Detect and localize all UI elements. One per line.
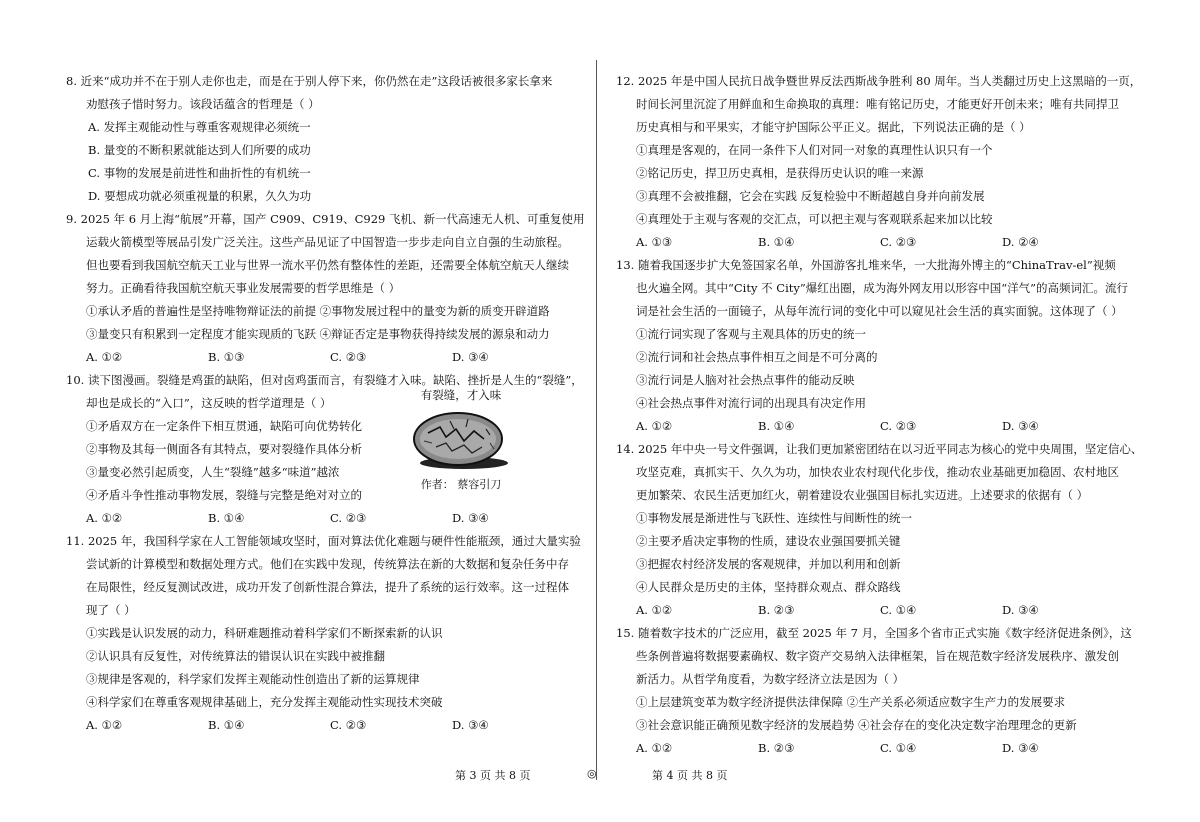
choice-a: A. ①②	[636, 741, 673, 755]
choice-b: B. ②③	[758, 603, 795, 617]
choice-a: A. ①②	[86, 350, 123, 364]
choice-c: C. ①④	[880, 741, 917, 755]
statement-line: ③把握农村经济发展的客观规律，并加以利用和创新	[636, 557, 901, 571]
choice-b: B. ①④	[758, 235, 795, 249]
statement-line: ①实践是认识发展的动力，科研难题推动着科学家们不断探索新的认识	[86, 626, 443, 640]
statement-line: ④科学家们在尊重客观规律基础上，充分发挥主观能动性实现技术突破	[86, 695, 443, 709]
statement-line: ③社会意识能正确预见数字经济的发展趋势 ④社会存在的变化决定数字治理理念的更新	[636, 718, 1077, 732]
question-text: 14. 2025 年中央一号文件强调，让我们更加紧密团结在以习近平同志为核心的党中央周围，坚定信心、	[616, 442, 1143, 456]
choice-a: A. ①②	[636, 419, 673, 433]
option-c: C. 事物的发展是前进性和曲折性的有机统一	[88, 166, 311, 180]
choice-row	[616, 599, 1136, 622]
choice-row	[66, 714, 576, 737]
choice-d: D. ③④	[452, 511, 489, 525]
choice-b: B. ①③	[208, 350, 245, 364]
question-9	[66, 208, 585, 369]
choice-a: A. ①②	[86, 511, 123, 525]
choice-a: A. ①②	[636, 603, 673, 617]
question-text: 运载火箭模型等展品引发广泛关注。这些产品见证了中国智造一步步走向自立自强的生动旅程。	[86, 235, 569, 249]
question-text: 些条例普遍将数据要素确权、数字资产交易纳入法律框架，旨在规范数字经济发展秩序、激发创	[636, 649, 1119, 663]
choice-row	[66, 346, 576, 369]
statement-line: ②事物及其每一侧面各有其特点，要对裂缝作具体分析	[86, 442, 362, 456]
question-10	[66, 369, 583, 530]
question-text: 词是社会生活的一面镜子，从每年流行词的变化中可以窥见社会生活的真实面貌。这体现了（ ）	[636, 304, 1123, 318]
option-a: A. 发挥主观能动性与尊重客观规律必须统一	[88, 120, 311, 134]
choice-d: D. ③④	[452, 350, 489, 364]
question-text: 努力。正确看待我国航空航天事业发展需要的哲学思维是（ ）	[86, 281, 401, 295]
left-column	[66, 70, 585, 737]
page-number-left: 第 3 页 共 8 页	[455, 769, 531, 782]
statement-line: ③流行词是人脑对社会热点事件的能动反映	[636, 373, 855, 387]
statement-line: ③真理不会被推翻，它会在实践 反复检验中不断超越自身并向前发展	[636, 189, 985, 203]
question-text: 新活力。从哲学角度看，为数字经济立法是因为（ ）	[636, 672, 905, 686]
option-b: B. 量变的不断积累就能达到人们所要的成功	[88, 143, 311, 157]
question-text: 却也是成长的“入口”，这反映的哲学道理是（ ）	[86, 396, 332, 410]
question-text: 更加繁荣、农民生活更加红火，朝着建设农业强国目标扎实迈进。上述要求的依据有（ ）	[636, 488, 1089, 502]
choice-a: A. ①②	[86, 718, 123, 732]
choice-d: D. ②④	[1002, 235, 1039, 249]
question-text: 在局限性，经反复测试改进，成功开发了创新性混合算法，提升了系统的运行效率。这一过程体	[86, 580, 569, 594]
choice-c: C. ①④	[880, 603, 917, 617]
question-13	[616, 254, 1136, 438]
option-d: D. 要想成功就必须重视量的积累，久久为功	[88, 189, 312, 203]
question-text: 8. 近来“成功并不在于别人走你也走，而是在于别人停下来，你仍然在走”这段话被很多家长拿来	[66, 74, 553, 88]
question-text: 9. 2025 年 6 月上海“航展”开幕，国产 C909、C919、C929 飞机、新一代高速无人机、可重复使用	[66, 212, 585, 226]
choice-row	[616, 415, 1136, 438]
column-divider	[596, 60, 597, 780]
cartoon-author: 作者： 蔡容引刀	[420, 478, 502, 491]
choice-c: C. ②③	[330, 350, 367, 364]
statement-line: ①事物发展是渐进性与飞跃性、连续性与间断性的统一	[636, 511, 912, 525]
statement-line: ③规律是客观的，科学家们发挥主观能动性创造出了新的运算规律	[86, 672, 420, 686]
choice-d: D. ③④	[1002, 419, 1039, 433]
statement-line: ②主要矛盾决定事物的性质，建设农业强国要抓关键	[636, 534, 901, 548]
statement-line: ①承认矛盾的普遍性是坚持唯物辩证法的前提 ②事物发展过程中的量变为新的质变开辟道路	[86, 304, 550, 318]
cracked-egg-illustration	[406, 407, 516, 471]
question-15	[616, 622, 1136, 760]
statement-line: ④人民群众是历史的主体，坚持群众观点、群众路线	[636, 580, 901, 594]
statement-line: ④矛盾斗争性推动事物发展，裂缝与完整是绝对对立的	[86, 488, 362, 502]
statement-line: ③量变只有积累到一定程度才能实现质的飞跃 ④辩证否定是事物获得持续发展的源泉和动力	[86, 327, 550, 341]
choice-b: B. ①④	[208, 718, 245, 732]
question-14	[616, 438, 1143, 622]
statement-line: ②认识具有反复性，对传统算法的错误认识在实践中被推翻	[86, 649, 385, 663]
question-text: 13. 随着我国逐步扩大免签国家名单，外国游客扎堆来华，一大批海外博主的“ChinaTrav-el”视频	[616, 258, 1116, 272]
choice-d: D. ③④	[1002, 603, 1039, 617]
question-text: 10. 读下图漫画。裂缝是鸡蛋的缺陷，但对卤鸡蛋而言，有裂缝才入味。缺陷、挫折是人生的“裂缝”，	[66, 373, 583, 387]
choice-d: D. ③④	[1002, 741, 1039, 755]
statement-line: ④真理处于主观与客观的交汇点，可以把主观与客观联系起来加以比较	[636, 212, 993, 226]
choice-c: C. ②③	[330, 718, 367, 732]
choice-b: B. ①④	[758, 419, 795, 433]
statement-line: ②铭记历史，捍卫历史真相，是获得历史认识的唯一来源	[636, 166, 924, 180]
question-text: 11. 2025 年，我国科学家在人工智能领域攻坚时，面对算法优化难题与硬件性能瓶颈，通过大量实验	[66, 534, 581, 548]
question-text: 时间长河里沉淀了用鲜血和生命换取的真理：唯有铭记历史，才能更好开创未来；唯有共同捍卫	[636, 97, 1119, 111]
question-text: 攻坚克难，真抓实干、久久为功，加快农业农村现代化步伐，推动农业基础更加稳固、农村地区	[636, 465, 1119, 479]
question-text: 现了（ ）	[86, 603, 136, 617]
statement-line: ②流行词和社会热点事件相互之间是不可分离的	[636, 350, 878, 364]
choice-a: A. ①③	[636, 235, 673, 249]
question-text: 也火遍全网。其中“City 不 City”爆红出圈，成为海外网友用以形容中国“洋气”的高频词汇。流行	[636, 281, 1129, 295]
choice-row	[66, 507, 576, 530]
cartoon-title: 有裂缝，才入味	[420, 388, 502, 402]
statement-line: ①真理是客观的，在同一条件下人们对同一对象的真理性认识只有一个	[636, 143, 993, 157]
question-8	[66, 70, 576, 208]
center-mark-icon: ◎	[587, 767, 597, 780]
question-text: 历史真相与和平果实，才能守护国际公平正义。据此，下列说法正确的是（ ）	[636, 120, 1031, 134]
statement-line: ①上层建筑变革为数字经济提供法律保障 ②生产关系必须适应数字生产力的发展要求	[636, 695, 1066, 709]
choice-b: B. ②③	[758, 741, 795, 755]
right-column	[616, 70, 1143, 760]
choice-c: C. ②③	[330, 511, 367, 525]
egg-cartoon	[406, 387, 516, 492]
choice-c: C. ②③	[880, 235, 917, 249]
choice-c: C. ②③	[880, 419, 917, 433]
choice-row	[616, 737, 1136, 760]
question-text: 15. 随着数字技术的广泛应用，截至 2025 年 7 月，全国多个省市正式实施《数字经济促进条例》，这	[616, 626, 1132, 640]
question-12	[616, 70, 1142, 254]
question-text: 但也要看到我国航空航天工业与世界一流水平仍然有整体性的差距，还需要全体航空航天人继续	[86, 258, 569, 272]
question-text: 尝试新的计算模型和数据处理方式。他们在实践中发现，传统算法在新的大数据和复杂任务中存	[86, 557, 569, 571]
question-11	[66, 530, 581, 737]
statement-line: ③量变必然引起质变，人生“裂缝”越多“味道”越浓	[86, 465, 340, 479]
statement-line: ①矛盾双方在一定条件下相互贯通，缺陷可向优势转化	[86, 419, 362, 433]
statement-line: ①流行词实现了客观与主观具体的历史的统一	[636, 327, 866, 341]
choice-b: B. ①④	[208, 511, 245, 525]
page-number-right: 第 4 页 共 8 页	[652, 769, 728, 782]
question-text: 劝慰孩子惜时努力。该段话蕴含的哲理是（ ）	[86, 97, 320, 111]
choice-row	[616, 231, 1136, 254]
choice-d: D. ③④	[452, 718, 489, 732]
question-text: 12. 2025 年是中国人民抗日战争暨世界反法西斯战争胜利 80 周年。当人类翻过历史上这黑暗的一页，	[616, 74, 1142, 88]
statement-line: ④社会热点事件对流行词的出现具有决定作用	[636, 396, 866, 410]
